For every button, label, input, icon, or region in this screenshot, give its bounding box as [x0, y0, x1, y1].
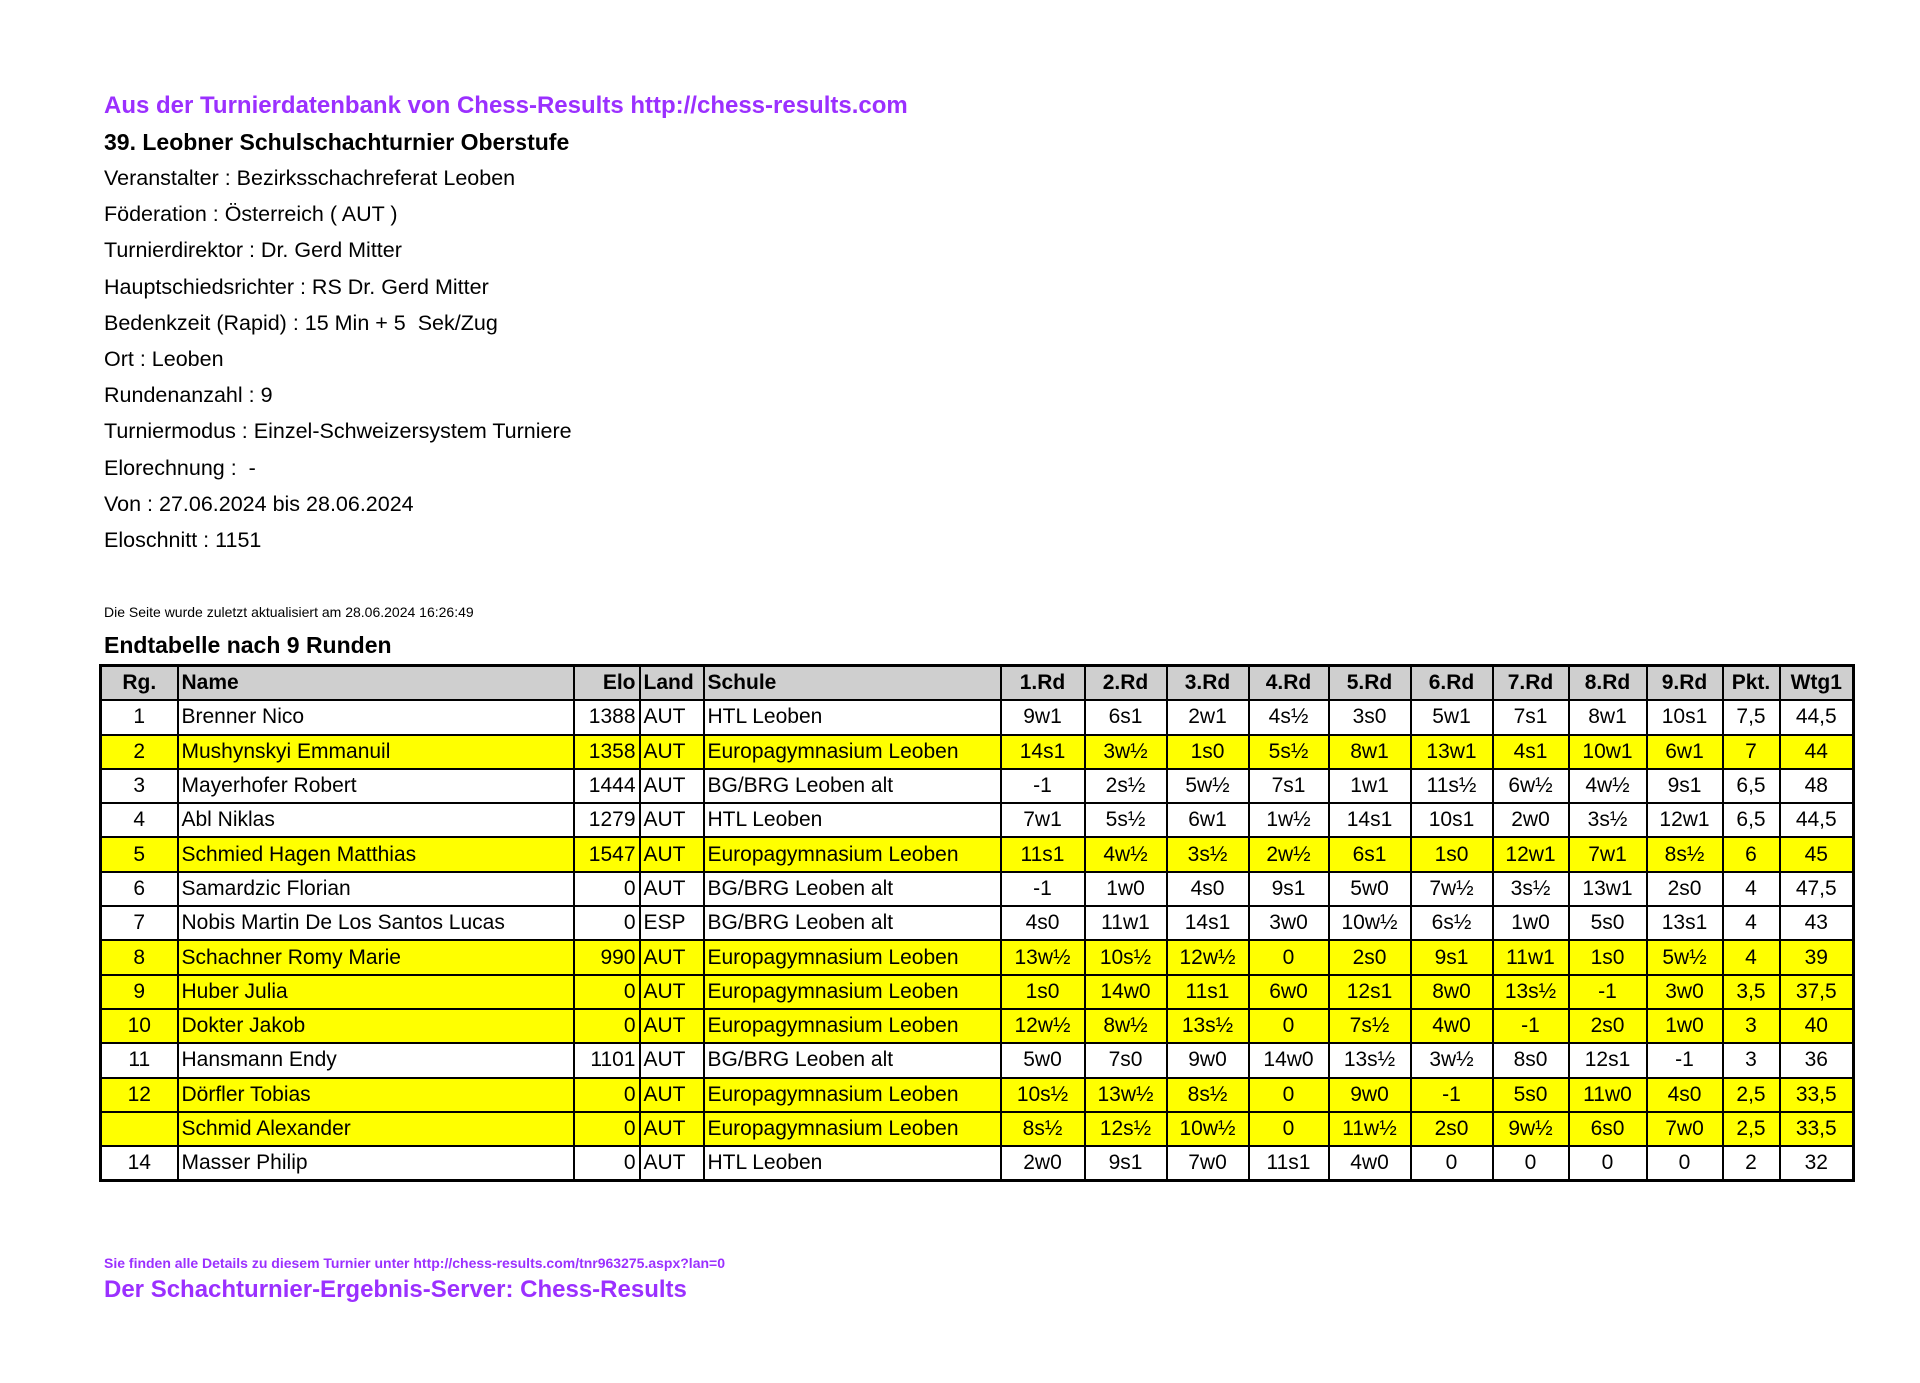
table-row [101, 1043, 1854, 1077]
cell-round-7: 0 [1493, 1146, 1569, 1181]
col-header-round-3: 3.Rd [1167, 666, 1249, 701]
cell-points: 3 [1723, 1009, 1780, 1043]
cell-round-9: 0 [1647, 1146, 1723, 1181]
cell-round-3: 4s0 [1167, 872, 1249, 906]
cell-points: 7,5 [1723, 700, 1780, 734]
cell-rank: 12 [101, 1078, 178, 1112]
info-director: Turnierdirektor : Dr. Gerd Mitter [104, 238, 402, 263]
cell-tiebreak: 40 [1780, 1009, 1854, 1043]
cell-rank: 8 [101, 940, 178, 974]
cell-school: BG/BRG Leoben alt [704, 906, 1001, 940]
cell-round-3: 3s½ [1167, 837, 1249, 871]
cell-round-1: 8s½ [1001, 1112, 1085, 1146]
cell-points: 3 [1723, 1043, 1780, 1077]
cell-round-9: 4s0 [1647, 1078, 1723, 1112]
cell-round-5: 11w½ [1329, 1112, 1411, 1146]
cell-round-9: 12w1 [1647, 803, 1723, 837]
cell-country: AUT [640, 735, 704, 769]
col-header-round-7: 7.Rd [1493, 666, 1569, 701]
cell-round-5: 10w½ [1329, 906, 1411, 940]
cell-round-6: 10s1 [1411, 803, 1493, 837]
cell-name: Nobis Martin De Los Santos Lucas [178, 906, 574, 940]
cell-round-2: 10s½ [1085, 940, 1167, 974]
cell-round-5: 3s0 [1329, 700, 1411, 734]
cell-round-2: 1w0 [1085, 872, 1167, 906]
cell-elo: 1101 [574, 1043, 640, 1077]
cell-round-7: 5s0 [1493, 1078, 1569, 1112]
cell-round-3: 6w1 [1167, 803, 1249, 837]
col-header-tiebreak: Wtg1 [1780, 666, 1854, 701]
cell-school: BG/BRG Leoben alt [704, 1043, 1001, 1077]
cell-elo: 0 [574, 1078, 640, 1112]
cell-round-1: 14s1 [1001, 735, 1085, 769]
cell-round-7: 9w½ [1493, 1112, 1569, 1146]
cell-points: 4 [1723, 940, 1780, 974]
col-header-round-5: 5.Rd [1329, 666, 1411, 701]
cell-school: BG/BRG Leoben alt [704, 872, 1001, 906]
cell-round-3: 9w0 [1167, 1043, 1249, 1077]
cell-round-5: 14s1 [1329, 803, 1411, 837]
table-row [101, 940, 1854, 974]
cell-round-7: 12w1 [1493, 837, 1569, 871]
cell-tiebreak: 44,5 [1780, 700, 1854, 734]
cell-rank: 10 [101, 1009, 178, 1043]
cell-name: Dokter Jakob [178, 1009, 574, 1043]
cell-rank: 5 [101, 837, 178, 871]
cell-round-9: 7w0 [1647, 1112, 1723, 1146]
cell-points: 4 [1723, 906, 1780, 940]
document-page [104, 88, 1864, 1303]
table-row [101, 872, 1854, 906]
cell-country: AUT [640, 837, 704, 871]
cell-tiebreak: 44 [1780, 735, 1854, 769]
cell-name: Huber Julia [178, 975, 574, 1009]
cell-round-2: 7s0 [1085, 1043, 1167, 1077]
cell-rank [101, 1112, 178, 1146]
cell-round-8: 4w½ [1569, 769, 1647, 803]
cell-country: AUT [640, 940, 704, 974]
cell-round-1: 13w½ [1001, 940, 1085, 974]
cell-round-6: 1s0 [1411, 837, 1493, 871]
cell-name: Samardzic Florian [178, 872, 574, 906]
col-header-school: Schule [704, 666, 1001, 701]
cell-name: Dörfler Tobias [178, 1078, 574, 1112]
cell-round-5: 5w0 [1329, 872, 1411, 906]
cell-round-4: 1w½ [1249, 803, 1329, 837]
cell-tiebreak: 36 [1780, 1043, 1854, 1077]
cell-points: 2 [1723, 1146, 1780, 1181]
cell-school: BG/BRG Leoben alt [704, 769, 1001, 803]
cell-rank: 11 [101, 1043, 178, 1077]
cell-name: Brenner Nico [178, 700, 574, 734]
table-row [101, 769, 1854, 803]
col-header-round-9: 9.Rd [1647, 666, 1723, 701]
table-row [101, 906, 1854, 940]
cell-elo: 0 [574, 975, 640, 1009]
table-row [101, 975, 1854, 1009]
col-header-round-8: 8.Rd [1569, 666, 1647, 701]
cell-tiebreak: 48 [1780, 769, 1854, 803]
tournament-title: 39. Leobner Schulschachturnier Oberstufe [104, 129, 570, 155]
cell-round-1: 2w0 [1001, 1146, 1085, 1181]
cell-round-8: 0 [1569, 1146, 1647, 1181]
col-header-elo: Elo [574, 666, 640, 701]
cell-elo: 1444 [574, 769, 640, 803]
cell-round-5: 6s1 [1329, 837, 1411, 871]
cell-country: AUT [640, 975, 704, 1009]
cell-round-1: 10s½ [1001, 1078, 1085, 1112]
cell-round-3: 5w½ [1167, 769, 1249, 803]
info-dates: Von : 27.06.2024 bis 28.06.2024 [104, 491, 414, 516]
cell-round-8: 13w1 [1569, 872, 1647, 906]
info-location: Ort : Leoben [104, 346, 224, 371]
cell-round-4: 2w½ [1249, 837, 1329, 871]
cell-round-7: -1 [1493, 1009, 1569, 1043]
cell-elo: 1358 [574, 735, 640, 769]
cell-round-6: 4w0 [1411, 1009, 1493, 1043]
cell-round-5: 8w1 [1329, 735, 1411, 769]
cell-round-4: 0 [1249, 1009, 1329, 1043]
cell-round-7: 3s½ [1493, 872, 1569, 906]
cell-round-7: 7s1 [1493, 700, 1569, 734]
table-row [101, 1078, 1854, 1112]
cell-round-8: 12s1 [1569, 1043, 1647, 1077]
cell-round-1: 5w0 [1001, 1043, 1085, 1077]
cell-round-2: 2s½ [1085, 769, 1167, 803]
cell-round-1: 4s0 [1001, 906, 1085, 940]
cell-round-3: 2w1 [1167, 700, 1249, 734]
cell-school: HTL Leoben [704, 803, 1001, 837]
cell-round-3: 8s½ [1167, 1078, 1249, 1112]
cell-round-8: -1 [1569, 975, 1647, 1009]
col-header-country: Land [640, 666, 704, 701]
cell-country: AUT [640, 769, 704, 803]
info-rounds: Rundenanzahl : 9 [104, 383, 273, 408]
cell-elo: 990 [574, 940, 640, 974]
cell-elo: 1279 [574, 803, 640, 837]
cell-country: AUT [640, 1078, 704, 1112]
col-header-round-4: 4.Rd [1249, 666, 1329, 701]
cell-elo: 0 [574, 1146, 640, 1181]
cell-points: 6,5 [1723, 769, 1780, 803]
cell-rank: 2 [101, 735, 178, 769]
cell-round-2: 6s1 [1085, 700, 1167, 734]
cell-round-8: 6s0 [1569, 1112, 1647, 1146]
cell-round-8: 3s½ [1569, 803, 1647, 837]
cell-round-9: 1w0 [1647, 1009, 1723, 1043]
cell-round-2: 11w1 [1085, 906, 1167, 940]
cell-round-4: 9s1 [1249, 872, 1329, 906]
col-header-name: Name [178, 666, 574, 701]
cell-round-3: 10w½ [1167, 1112, 1249, 1146]
table-header-row [101, 666, 1854, 701]
info-mode: Turniermodus : Einzel-Schweizersystem Turniere [104, 419, 572, 444]
col-header-rank: Rg. [101, 666, 178, 701]
cell-round-6: 3w½ [1411, 1043, 1493, 1077]
cell-rank: 4 [101, 803, 178, 837]
tournament-info [104, 160, 1864, 558]
cell-round-5: 2s0 [1329, 940, 1411, 974]
cell-round-5: 9w0 [1329, 1078, 1411, 1112]
cell-round-6: 2s0 [1411, 1112, 1493, 1146]
cell-round-2: 13w½ [1085, 1078, 1167, 1112]
cell-round-3: 1s0 [1167, 735, 1249, 769]
cell-tiebreak: 39 [1780, 940, 1854, 974]
cell-round-9: 5w½ [1647, 940, 1723, 974]
cell-round-6: 7w½ [1411, 872, 1493, 906]
cell-name: Masser Philip [178, 1146, 574, 1181]
cell-school: Europagymnasium Leoben [704, 837, 1001, 871]
cell-round-9: 3w0 [1647, 975, 1723, 1009]
info-chief-arbiter: Hauptschiedsrichter : RS Dr. Gerd Mitter [104, 274, 489, 299]
cell-round-2: 9s1 [1085, 1146, 1167, 1181]
cell-round-6: 5w1 [1411, 700, 1493, 734]
cell-rank: 9 [101, 975, 178, 1009]
cell-round-2: 12s½ [1085, 1112, 1167, 1146]
cell-round-7: 8s0 [1493, 1043, 1569, 1077]
cell-round-8: 10w1 [1569, 735, 1647, 769]
cell-country: AUT [640, 1146, 704, 1181]
info-elo-calc: Elorechnung : - [104, 455, 256, 480]
cell-school: Europagymnasium Leoben [704, 940, 1001, 974]
cell-elo: 0 [574, 906, 640, 940]
col-header-round-2: 2.Rd [1085, 666, 1167, 701]
cell-round-5: 1w1 [1329, 769, 1411, 803]
cell-country: AUT [640, 803, 704, 837]
cell-round-8: 7w1 [1569, 837, 1647, 871]
cell-round-2: 5s½ [1085, 803, 1167, 837]
footer-server-name[interactable]: Der Schachturnier-Ergebnis-Server: Chess-Results [104, 1276, 687, 1303]
cell-tiebreak: 45 [1780, 837, 1854, 871]
info-time-control: Bedenkzeit (Rapid) : 15 Min + 5 Sek/Zug [104, 310, 498, 335]
col-header-round-1: 1.Rd [1001, 666, 1085, 701]
cell-elo: 0 [574, 1009, 640, 1043]
cell-name: Mushynskyi Emmanuil [178, 735, 574, 769]
cell-round-7: 2w0 [1493, 803, 1569, 837]
cell-elo: 0 [574, 1112, 640, 1146]
cell-tiebreak: 32 [1780, 1146, 1854, 1181]
cell-tiebreak: 33,5 [1780, 1078, 1854, 1112]
cell-round-6: 8w0 [1411, 975, 1493, 1009]
cell-round-1: 12w½ [1001, 1009, 1085, 1043]
cell-round-2: 14w0 [1085, 975, 1167, 1009]
cell-round-1: -1 [1001, 872, 1085, 906]
cell-round-6: 13w1 [1411, 735, 1493, 769]
cell-round-4: 11s1 [1249, 1146, 1329, 1181]
table-row [101, 1146, 1854, 1181]
cell-round-4: 3w0 [1249, 906, 1329, 940]
cell-round-7: 13s½ [1493, 975, 1569, 1009]
cell-tiebreak: 37,5 [1780, 975, 1854, 1009]
cell-round-1: 1s0 [1001, 975, 1085, 1009]
cell-school: Europagymnasium Leoben [704, 1078, 1001, 1112]
cell-round-4: 0 [1249, 940, 1329, 974]
cell-school: HTL Leoben [704, 1146, 1001, 1181]
cell-round-7: 6w½ [1493, 769, 1569, 803]
cell-round-4: 14w0 [1249, 1043, 1329, 1077]
cell-school: HTL Leoben [704, 700, 1001, 734]
cell-country: AUT [640, 872, 704, 906]
cell-round-9: 13s1 [1647, 906, 1723, 940]
cell-points: 4 [1723, 872, 1780, 906]
cell-round-4: 5s½ [1249, 735, 1329, 769]
table-row [101, 837, 1854, 871]
table-row [101, 700, 1854, 734]
cell-round-6: 11s½ [1411, 769, 1493, 803]
col-header-round-6: 6.Rd [1411, 666, 1493, 701]
cell-round-1: 11s1 [1001, 837, 1085, 871]
cell-round-3: 13s½ [1167, 1009, 1249, 1043]
cell-round-9: -1 [1647, 1043, 1723, 1077]
cell-round-8: 11w0 [1569, 1078, 1647, 1112]
footer-details-link[interactable]: Sie finden alle Details zu diesem Turnier unter http://chess-results.com/tnr963275.aspx?lan=0 [104, 1255, 725, 1271]
cell-round-9: 8s½ [1647, 837, 1723, 871]
cell-elo: 1547 [574, 837, 640, 871]
table-row [101, 1009, 1854, 1043]
standings-body [101, 700, 1854, 1181]
last-updated-note: Die Seite wurde zuletzt aktualisiert am 28.06.2024 16:26:49 [104, 604, 474, 620]
cell-round-5: 4w0 [1329, 1146, 1411, 1181]
cell-points: 7 [1723, 735, 1780, 769]
cell-round-1: -1 [1001, 769, 1085, 803]
cell-round-1: 7w1 [1001, 803, 1085, 837]
cell-round-6: -1 [1411, 1078, 1493, 1112]
cell-country: AUT [640, 1009, 704, 1043]
cell-elo: 1388 [574, 700, 640, 734]
cell-points: 6 [1723, 837, 1780, 871]
cell-round-8: 1s0 [1569, 940, 1647, 974]
cell-round-2: 3w½ [1085, 735, 1167, 769]
cell-round-3: 12w½ [1167, 940, 1249, 974]
cell-school: Europagymnasium Leoben [704, 1009, 1001, 1043]
cell-round-8: 5s0 [1569, 906, 1647, 940]
cell-name: Abl Niklas [178, 803, 574, 837]
cell-round-3: 14s1 [1167, 906, 1249, 940]
cell-points: 2,5 [1723, 1078, 1780, 1112]
cell-school: Europagymnasium Leoben [704, 975, 1001, 1009]
cell-rank: 7 [101, 906, 178, 940]
cell-country: AUT [640, 1043, 704, 1077]
cell-round-9: 6w1 [1647, 735, 1723, 769]
standings-table [99, 664, 1855, 1182]
cell-rank: 14 [101, 1146, 178, 1181]
cell-round-1: 9w1 [1001, 700, 1085, 734]
cell-round-4: 0 [1249, 1078, 1329, 1112]
cell-round-2: 8w½ [1085, 1009, 1167, 1043]
cell-round-7: 1w0 [1493, 906, 1569, 940]
col-header-points: Pkt. [1723, 666, 1780, 701]
cell-round-5: 13s½ [1329, 1043, 1411, 1077]
cell-round-9: 2s0 [1647, 872, 1723, 906]
info-organizer: Veranstalter : Bezirksschachreferat Leoben [104, 166, 516, 190]
cell-points: 6,5 [1723, 803, 1780, 837]
cell-rank: 3 [101, 769, 178, 803]
cell-round-2: 4w½ [1085, 837, 1167, 871]
cell-school: Europagymnasium Leoben [704, 1112, 1001, 1146]
cell-round-5: 7s½ [1329, 1009, 1411, 1043]
cell-name: Schachner Romy Marie [178, 940, 574, 974]
cell-country: AUT [640, 700, 704, 734]
cell-round-4: 6w0 [1249, 975, 1329, 1009]
cell-name: Hansmann Endy [178, 1043, 574, 1077]
cell-round-6: 0 [1411, 1146, 1493, 1181]
cell-round-5: 12s1 [1329, 975, 1411, 1009]
info-federation: Föderation : Österreich ( AUT ) [104, 202, 398, 227]
cell-round-7: 4s1 [1493, 735, 1569, 769]
table-row [101, 803, 1854, 837]
cell-name: Mayerhofer Robert [178, 769, 574, 803]
table-title: Endtabelle nach 9 Runden [104, 632, 392, 658]
cell-points: 2,5 [1723, 1112, 1780, 1146]
cell-points: 3,5 [1723, 975, 1780, 1009]
cell-round-3: 11s1 [1167, 975, 1249, 1009]
cell-round-6: 6s½ [1411, 906, 1493, 940]
cell-tiebreak: 33,5 [1780, 1112, 1854, 1146]
table-row [101, 735, 1854, 769]
cell-name: Schmid Alexander [178, 1112, 574, 1146]
cell-round-9: 10s1 [1647, 700, 1723, 734]
cell-country: ESP [640, 906, 704, 940]
cell-round-7: 11w1 [1493, 940, 1569, 974]
source-link-line[interactable]: Aus der Turnierdatenbank von Chess-Results http://chess-results.com [104, 92, 908, 119]
cell-school: Europagymnasium Leoben [704, 735, 1001, 769]
cell-name: Schmied Hagen Matthias [178, 837, 574, 871]
cell-round-3: 7w0 [1167, 1146, 1249, 1181]
cell-round-8: 8w1 [1569, 700, 1647, 734]
cell-tiebreak: 47,5 [1780, 872, 1854, 906]
cell-elo: 0 [574, 872, 640, 906]
table-row [101, 1112, 1854, 1146]
info-elo-average: Eloschnitt : 1151 [104, 527, 262, 552]
cell-round-4: 4s½ [1249, 700, 1329, 734]
cell-round-4: 0 [1249, 1112, 1329, 1146]
cell-rank: 1 [101, 700, 178, 734]
cell-round-8: 2s0 [1569, 1009, 1647, 1043]
cell-rank: 6 [101, 872, 178, 906]
cell-round-6: 9s1 [1411, 940, 1493, 974]
cell-tiebreak: 44,5 [1780, 803, 1854, 837]
cell-tiebreak: 43 [1780, 906, 1854, 940]
cell-round-4: 7s1 [1249, 769, 1329, 803]
cell-country: AUT [640, 1112, 704, 1146]
cell-round-9: 9s1 [1647, 769, 1723, 803]
